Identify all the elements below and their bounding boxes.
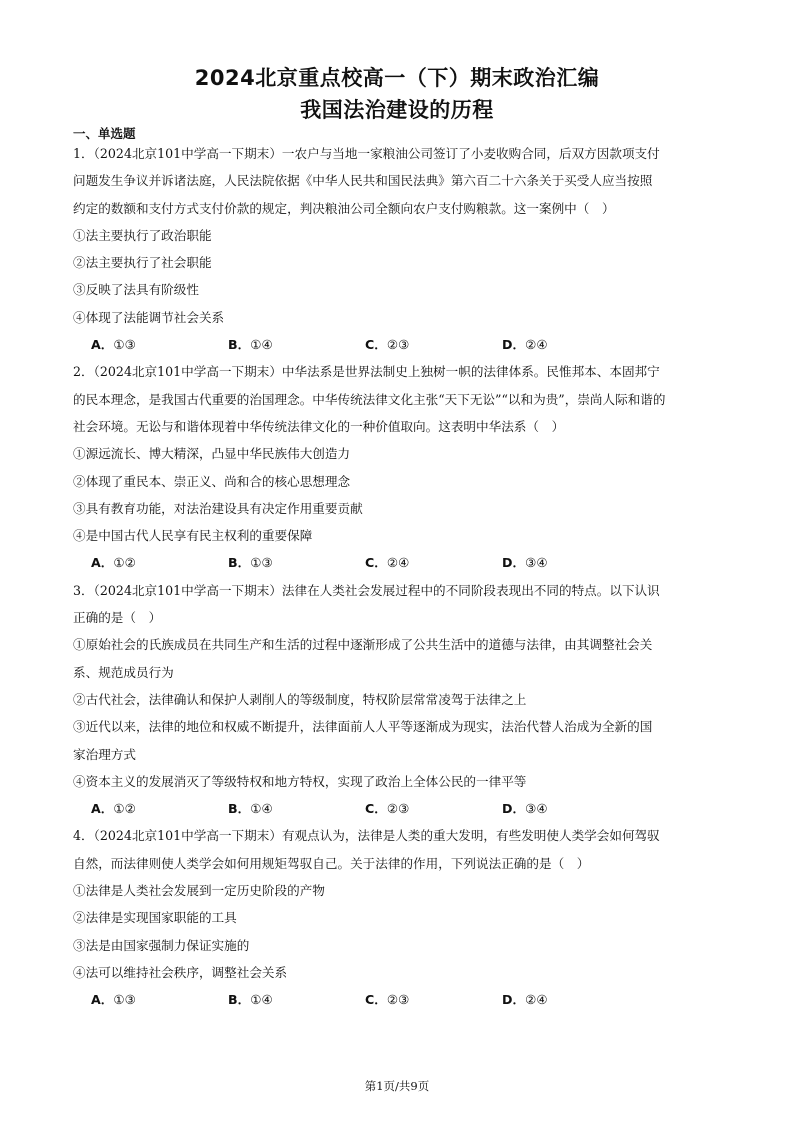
statement-item: ②体现了重民本、崇正义、尚和合的核心思想理念 bbox=[73, 473, 351, 489]
page-footer: 第1页/共9页 bbox=[364, 1079, 430, 1093]
statement-item: ③法是由国家强制力保证实施的 bbox=[73, 937, 250, 953]
statement-item: ①法律是人类社会发展到一定历史阶段的产物 bbox=[73, 883, 325, 899]
option-text: ①② bbox=[113, 801, 136, 817]
option-letter: C． bbox=[365, 337, 387, 353]
question-block bbox=[73, 358, 733, 576]
document-subtitle: 我国法治建设的历程 bbox=[300, 98, 494, 122]
question-list bbox=[73, 140, 733, 1014]
answer-option[interactable] bbox=[365, 986, 502, 1013]
statement-item: ②法主要执行了社会职能 bbox=[73, 255, 212, 271]
question-block bbox=[73, 822, 733, 1013]
answer-option[interactable] bbox=[91, 986, 228, 1013]
answer-option[interactable] bbox=[365, 795, 502, 822]
statement-item: ①源远流长、博大精深，凸显中华民族伟大创造力 bbox=[73, 446, 351, 462]
answer-option[interactable] bbox=[228, 331, 365, 358]
option-letter: C． bbox=[365, 992, 387, 1008]
section-heading: 一、单选题 bbox=[73, 126, 136, 141]
option-letter: B． bbox=[228, 992, 251, 1008]
answer-option[interactable] bbox=[365, 331, 502, 358]
statement-item: ④是中国古代人民享有民主权利的重要保障 bbox=[73, 528, 313, 544]
answer-option[interactable] bbox=[502, 795, 639, 822]
statement-item: ④资本主义的发展消灭了等级特权和地方特权，实现了政治上全体公民的一律平等 bbox=[73, 773, 527, 789]
answer-option[interactable] bbox=[502, 986, 639, 1013]
option-text: ③④ bbox=[525, 555, 548, 571]
question-stem-line: 2．（2024北京101中学高一下期末）中华法系是世界法制史上独树一帜的法律体系。民惟邦本、本固邦宁 bbox=[73, 364, 660, 380]
option-letter: A． bbox=[91, 555, 114, 571]
option-text: ③④ bbox=[525, 801, 548, 817]
option-letter: B． bbox=[228, 801, 251, 817]
statement-item: 家治理方式 bbox=[73, 746, 136, 762]
option-text: ①② bbox=[113, 555, 136, 571]
option-letter: D． bbox=[502, 801, 526, 817]
statement-item: ③反映了法具有阶级性 bbox=[73, 282, 199, 298]
option-letter: A． bbox=[91, 337, 114, 353]
answer-option[interactable] bbox=[228, 986, 365, 1013]
option-text: ②④ bbox=[525, 337, 548, 353]
question-stem-line: 正确的是（ ） bbox=[73, 610, 162, 626]
statement-item: ③具有教育功能，对法治建设具有决定作用重要贡献 bbox=[73, 500, 363, 516]
question-stem-line: 4．（2024北京101中学高一下期末）有观点认为，法律是人类的重大发明，有些发明使人类学会如何驾驭 bbox=[73, 828, 660, 844]
answer-options bbox=[73, 795, 733, 822]
option-text: ①③ bbox=[250, 555, 273, 571]
option-text: ①④ bbox=[250, 992, 273, 1008]
option-text: ②④ bbox=[386, 555, 410, 571]
answer-option[interactable] bbox=[502, 331, 639, 358]
question-stem-line: 自然，而法律则使人类学会如何用规矩驾驭自己。关于法律的作用，下列说法正确的是（ ） bbox=[73, 855, 590, 871]
answer-option[interactable] bbox=[502, 549, 639, 576]
option-text: ②③ bbox=[386, 992, 410, 1008]
statement-item: ②法律是实现国家职能的工具 bbox=[73, 910, 237, 926]
option-text: ①④ bbox=[250, 801, 273, 817]
answer-option[interactable] bbox=[228, 549, 365, 576]
statement-item: ③近代以来，法律的地位和权威不断提升，法律面前人人平等逐渐成为现实，法治代替人治成为全新的国 bbox=[73, 719, 653, 735]
statement-item: ①原始社会的氏族成员在共同生产和生活的过程中逐渐形成了公共生活中的道德与法律，由其调整社会关 bbox=[73, 637, 653, 653]
option-letter: C． bbox=[365, 801, 387, 817]
statement-item: ④体现了法能调节社会关系 bbox=[73, 309, 225, 325]
statement-item: ②古代社会，法律确认和保护人剥削人的等级制度，特权阶层常常凌驾于法律之上 bbox=[73, 691, 527, 707]
question-block bbox=[73, 577, 733, 823]
question-stem-line: 的民本理念，是我国古代重要的治国理念。中华传统法律文化主张“天下无讼”“以和为贵”，崇尚人际和谐的 bbox=[73, 391, 666, 407]
answer-option[interactable] bbox=[365, 549, 502, 576]
question-stem-line: 约定的数额和支付方式支付价款的规定，判决粮油公司全额向农户支付购粮款。这一案例中（ ） bbox=[73, 200, 615, 216]
option-letter: A． bbox=[91, 992, 114, 1008]
statement-item: ①法主要执行了政治职能 bbox=[73, 227, 212, 243]
option-letter: D． bbox=[502, 992, 526, 1008]
answer-options bbox=[73, 331, 733, 358]
statement-item: ④法可以维持社会秩序，调整社会关系 bbox=[73, 964, 288, 980]
option-letter: B． bbox=[228, 555, 251, 571]
question-stem-line: 问题发生争议并诉诸法庭，人民法院依据《中华人民共和国民法典》第六百二十六条关于买受人应当按照 bbox=[73, 173, 653, 189]
option-letter: B． bbox=[228, 337, 251, 353]
option-letter: A． bbox=[91, 801, 114, 817]
option-text: ①④ bbox=[250, 337, 273, 353]
question-stem-line: 1．（2024北京101中学高一下期末）一农户与当地一家粮油公司签订了小麦收购合同，后双方因款项支付 bbox=[73, 146, 660, 161]
option-text: ①③ bbox=[113, 992, 136, 1008]
answer-option[interactable] bbox=[91, 795, 228, 822]
answer-option[interactable] bbox=[228, 795, 365, 822]
question-block bbox=[73, 140, 733, 358]
option-letter: D． bbox=[502, 555, 526, 571]
option-text: ②④ bbox=[525, 992, 548, 1008]
option-text: ②③ bbox=[386, 337, 410, 353]
answer-options bbox=[73, 986, 733, 1013]
statement-item: 系、规范成员行为 bbox=[73, 664, 174, 680]
answer-option[interactable] bbox=[91, 331, 228, 358]
option-text: ②③ bbox=[386, 801, 410, 817]
question-stem-line: 3．（2024北京101中学高一下期末）法律在人类社会发展过程中的不同阶段表现出不同的特点。以下认识 bbox=[73, 582, 660, 598]
document-title: 2024北京重点校高一（下）期末政治汇编 bbox=[194, 66, 600, 90]
question-stem-line: 社会环境。无讼与和谐体现着中华传统法律文化的一种价值取向。这表明中华法系（ ） bbox=[73, 418, 565, 434]
answer-options bbox=[73, 549, 733, 576]
option-letter: C． bbox=[365, 555, 387, 571]
option-text: ①③ bbox=[113, 337, 136, 353]
option-letter: D． bbox=[502, 337, 526, 353]
answer-option[interactable] bbox=[91, 549, 228, 576]
